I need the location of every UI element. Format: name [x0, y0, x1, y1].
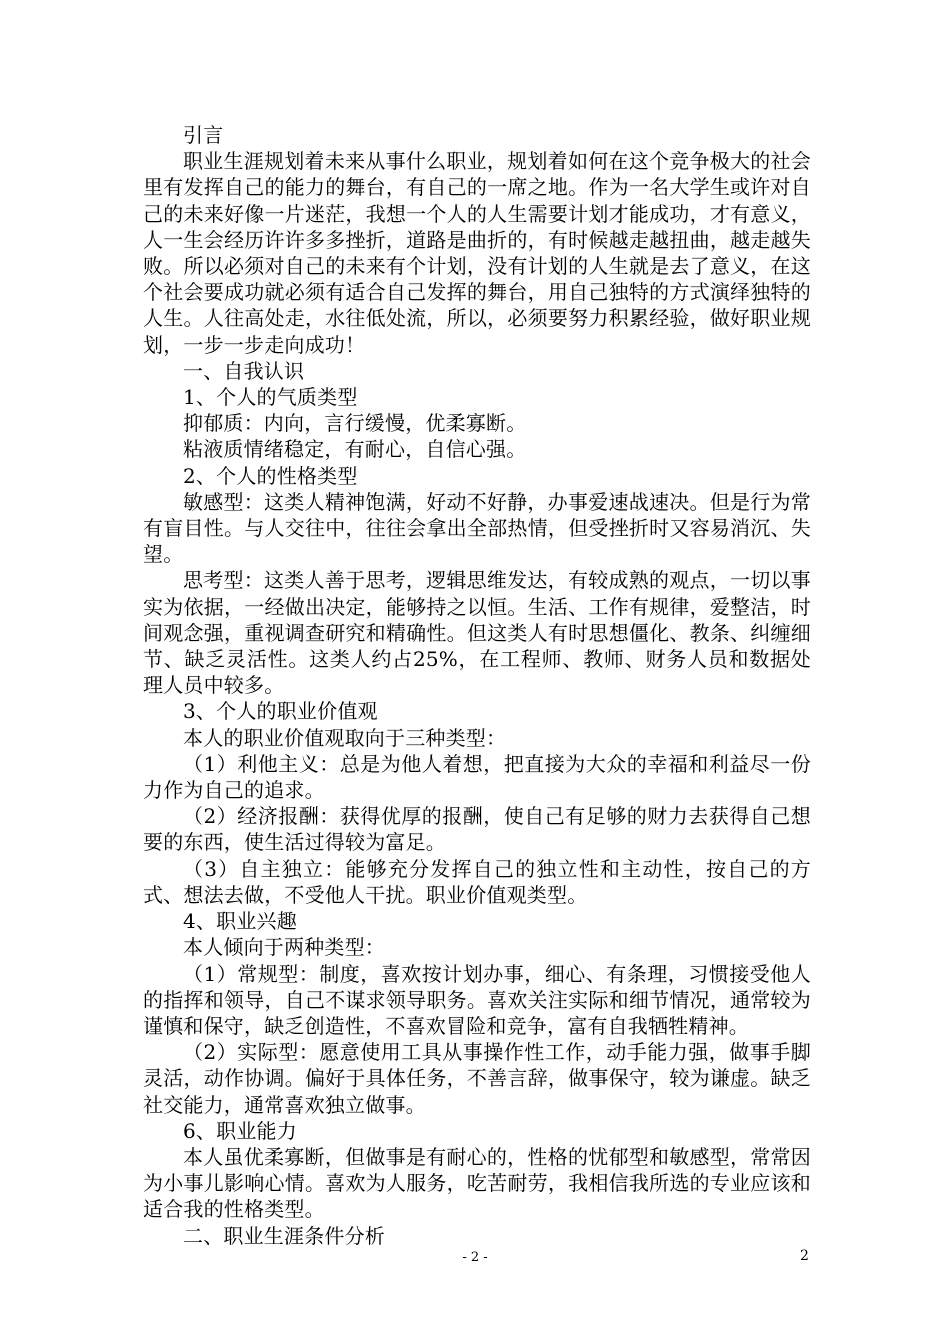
intro-paragraph: 职业生涯规划着未来从事什么职业，规划着如何在这个竞争极大的社会里有发挥自己的能力的舞台，有自己的一席之地。作为一名大学生或许对自己的未来好像一片迷茫，我想一个人的人生需要计划才能成功，才有意义，人一生会经历许许多多挫折，道路是曲折的，有时候越走越扭曲，越走越失败。所以必须对自己的未来有个计划，没有计划的人生就是去了意义，在这个社会要成功就必须有适合自己发挥的舞台，用自己独特的方式演绎独特的人生。人往高处走，水往低处流，所以，必须要努力积累经验，做好职业规划，一步一步走向成功！ — [143, 149, 811, 357]
paragraph-sensitive-type: 敏感型：这类人精神饱满，好动不好静，办事爱速战速决。但是行为常有盲目性。与人交往中，往往会拿出全部热情，但受挫折时又容易消沉、失望。 — [143, 489, 811, 567]
heading-career-conditions: 二、职业生涯条件分析 — [183, 1223, 385, 1248]
subheading-personality: 2、个人的性格类型 — [183, 463, 358, 488]
paragraph-thinking-type: 思考型：这类人善于思考，逻辑思维发达，有较成熟的观点，一切以事实为依据，一经做出决定，能够持之以恒。生活、工作有规律，爱整洁，时间观念强，重视调查研究和精确性。但这类人有时思想僵化、教条、纠缠细节、缺乏灵活性。这类人约占25%，在工程师、教师、财务人员和数据处理人员中较多。 — [143, 568, 811, 698]
page-number: 2 — [800, 1248, 809, 1264]
paragraph-independence: （3）自主独立：能够充分发挥自己的独立性和主动性，按自己的方式、想法去做，不受他人干扰。职业价值观类型。 — [143, 856, 811, 907]
paragraph-values-intro: 本人的职业价值观取向于三种类型： — [183, 725, 507, 750]
paragraph-interests-intro: 本人倾向于两种类型： — [183, 935, 385, 960]
heading-self-awareness: 一、自我认识 — [183, 358, 305, 383]
subheading-temperament: 1、个人的气质类型 — [183, 385, 358, 410]
document-body — [143, 122, 811, 1249]
section-title-intro: 引言 — [183, 123, 224, 147]
subheading-ability: 6、职业能力 — [183, 1118, 297, 1143]
paragraph-conventional: （1）常规型：制度，喜欢按计划办事，细心、有条理，习惯接受他人的指挥和领导，自己不谋求领导职务。喜欢关注实际和细节情况，通常较为谨慎和保守，缺乏创造性，不喜欢冒险和竞争，富有自我牺牲精神。 — [143, 961, 811, 1038]
page-footer-label: - 2 - — [462, 1250, 488, 1265]
paragraph-ability: 本人虽优柔寡断，但做事是有耐心的，性格的忧郁型和敏感型，常常因为小事儿影响心情。喜欢为人服务，吃苦耐劳，我相信我所选的专业应该和适合我的性格类型。 — [143, 1144, 811, 1222]
paragraph-economic: （2）经济报酬：获得优厚的报酬，使自己有足够的财力去获得自己想要的东西，使生活过得较为富足。 — [143, 804, 811, 855]
paragraph-phlegmatic: 粘液质情绪稳定，有耐心，自信心强。 — [183, 437, 527, 462]
paragraph-altruism: （1）利他主义：总是为他人着想，把直接为大众的幸福和利益尽一份力作为自己的追求。 — [143, 751, 811, 803]
paragraph-melancholic: 抑郁质：内向，言行缓慢，优柔寡断。 — [183, 411, 527, 436]
subheading-values: 3、个人的职业价值观 — [183, 699, 378, 724]
paragraph-realistic: （2）实际型：愿意使用工具从事操作性工作，动手能力强，做事手脚灵活，动作协调。偏好于具体任务，不善言辞，做事保守，较为谦虚。缺乏社交能力，通常喜欢独立做事。 — [143, 1040, 811, 1117]
subheading-interests: 4、职业兴趣 — [183, 909, 297, 934]
